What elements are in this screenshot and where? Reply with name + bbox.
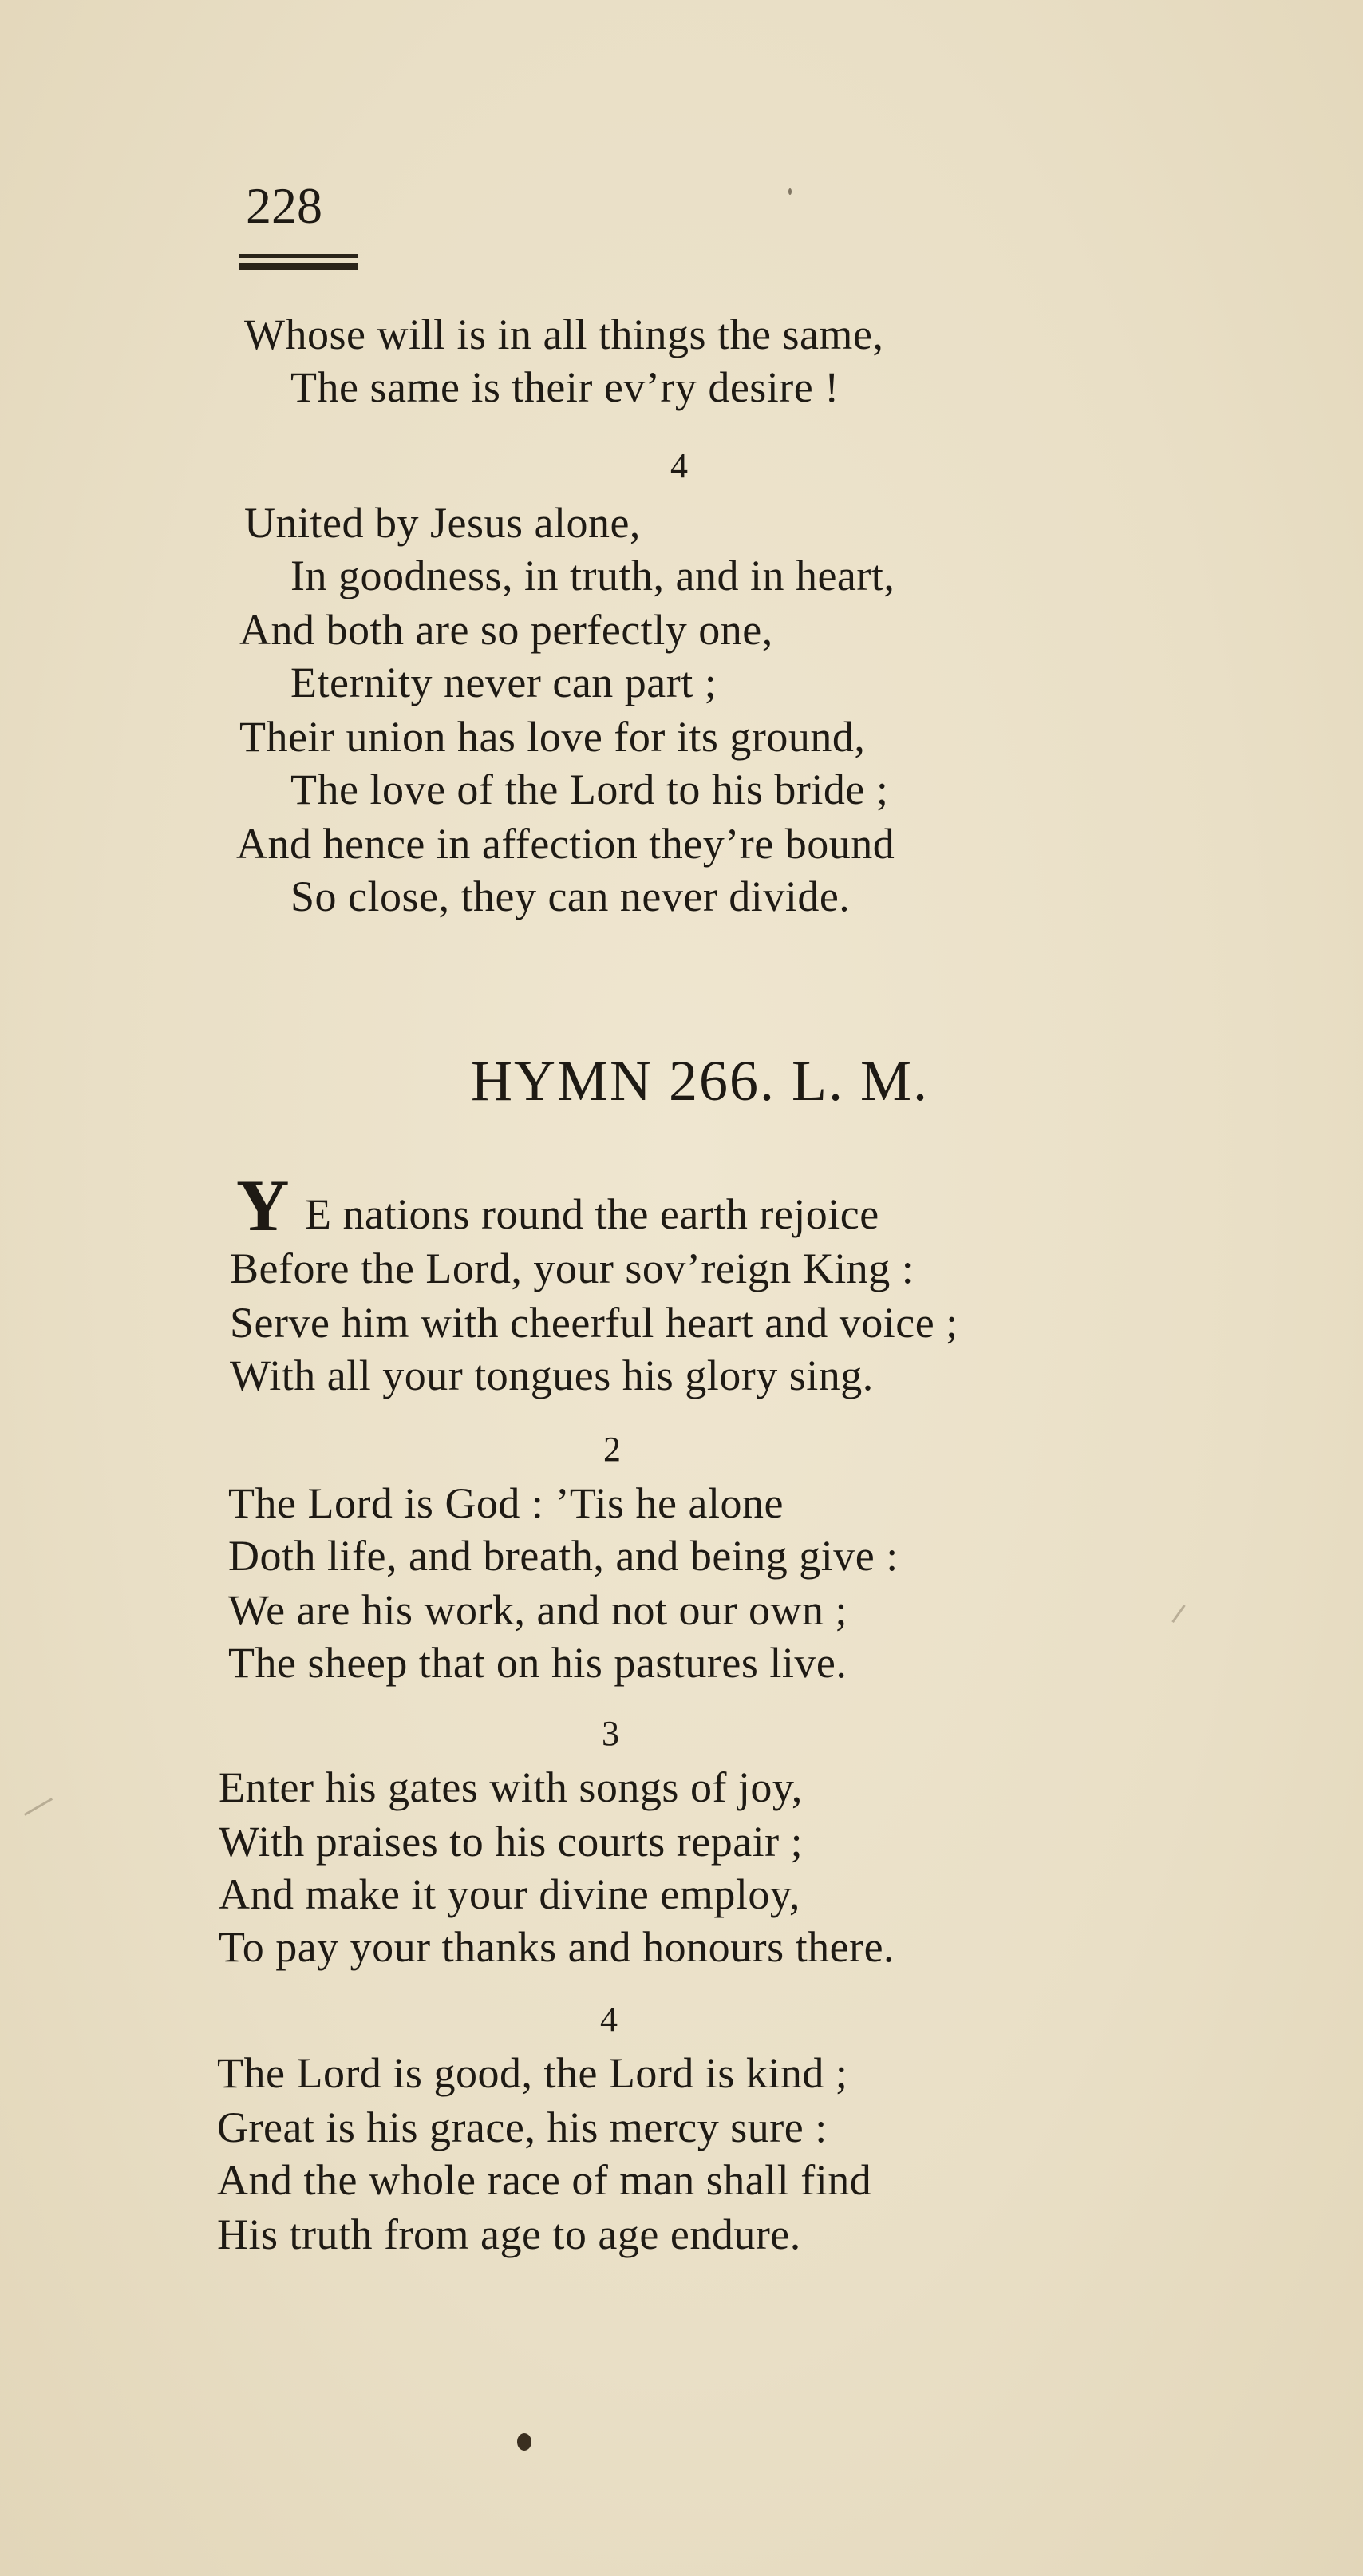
header-rule-bottom xyxy=(239,263,358,270)
paper-speck xyxy=(788,188,792,195)
verse-line: And both are so perfectly one, xyxy=(239,606,773,654)
stanza-number: 4 xyxy=(670,446,688,485)
drop-cap: Y xyxy=(236,1165,290,1246)
verse-line: Doth life, and breath, and being give : xyxy=(228,1532,899,1580)
verse-line: We are his work, and not our own ; xyxy=(228,1586,847,1634)
verse-line: And the whole race of man shall find xyxy=(217,2156,872,2204)
verse-line: The Lord is good, the Lord is kind ; xyxy=(217,2049,848,2097)
verse-line: Serve him with cheerful heart and voice ; xyxy=(230,1299,958,1347)
verse-line: Their union has love for its ground, xyxy=(239,713,866,761)
verse-line: And hence in affection they’re bound xyxy=(236,820,895,868)
paper-mark xyxy=(24,1798,53,1816)
verse-line: Before the Lord, your sov’reign King : xyxy=(230,1244,915,1292)
verse-line: To pay your thanks and honours there. xyxy=(219,1923,895,1971)
hymn-title: HYMN 266. L. M. xyxy=(471,1049,930,1113)
verse-line: The sheep that on his pastures live. xyxy=(228,1639,847,1687)
verse-line: Eternity never can part ; xyxy=(290,659,717,706)
verse-line: So close, they can never divide. xyxy=(290,873,851,920)
verse-line: E nations round the earth rejoice xyxy=(305,1190,879,1238)
verse-line: With all your tongues his glory sing. xyxy=(230,1351,874,1399)
verse-line: And make it your divine employ, xyxy=(219,1870,800,1918)
verse-line: The love of the Lord to his bride ; xyxy=(290,766,889,813)
verse-line: With praises to his courts repair ; xyxy=(219,1818,804,1866)
verse-line: United by Jesus alone, xyxy=(244,499,641,547)
stanza-number: 4 xyxy=(600,2000,618,2039)
stanza-number: 3 xyxy=(602,1714,619,1753)
verse-line: In goodness, in truth, and in heart, xyxy=(290,552,895,599)
verse-line: Whose will is in all things the same, xyxy=(244,311,884,358)
verse-line: His truth from age to age endure. xyxy=(217,2210,801,2258)
header-rule-top xyxy=(239,254,358,258)
stanza-number: 2 xyxy=(603,1430,621,1469)
verse-line: The Lord is God : ’Tis he alone xyxy=(228,1479,784,1527)
verse-line: The same is their ev’ry desire ! xyxy=(290,363,840,411)
verse-line: Enter his gates with songs of joy, xyxy=(219,1763,803,1811)
ink-blot xyxy=(517,2433,531,2451)
page-number: 228 xyxy=(246,177,322,234)
verse-line: Great is his grace, his mercy sure : xyxy=(217,2103,828,2151)
paper-mark xyxy=(1171,1605,1185,1623)
